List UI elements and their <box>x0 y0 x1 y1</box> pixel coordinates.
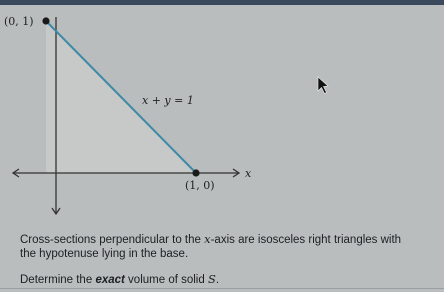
point-top-label: (0, 1) <box>4 15 34 28</box>
region-diagram <box>0 5 444 227</box>
point-right-label: (1, 0) <box>185 179 215 192</box>
question-text-b: volume of solid <box>124 274 208 286</box>
point-right <box>192 169 199 176</box>
question <box>20 272 219 286</box>
line-label: x + y = 1 <box>142 94 194 107</box>
description-text-b: -axis are isosceles right triangles with <box>210 234 402 246</box>
question-text-a: Determine the <box>20 274 96 286</box>
description-variable-x: x <box>204 232 211 246</box>
question-exact: exact <box>95 274 125 286</box>
mouse-cursor-icon <box>318 77 328 94</box>
question-variable-s: S <box>207 272 216 286</box>
figure <box>0 5 444 227</box>
divider <box>0 288 444 289</box>
description-text-line2: the hypotenuse lying in the base. <box>20 248 189 260</box>
x-axis-label: x <box>245 167 252 180</box>
problem-description <box>20 232 440 261</box>
point-top <box>42 17 49 24</box>
description-text-a: Cross-sections perpendicular to the <box>20 234 205 246</box>
question-text-c: . <box>215 274 220 286</box>
